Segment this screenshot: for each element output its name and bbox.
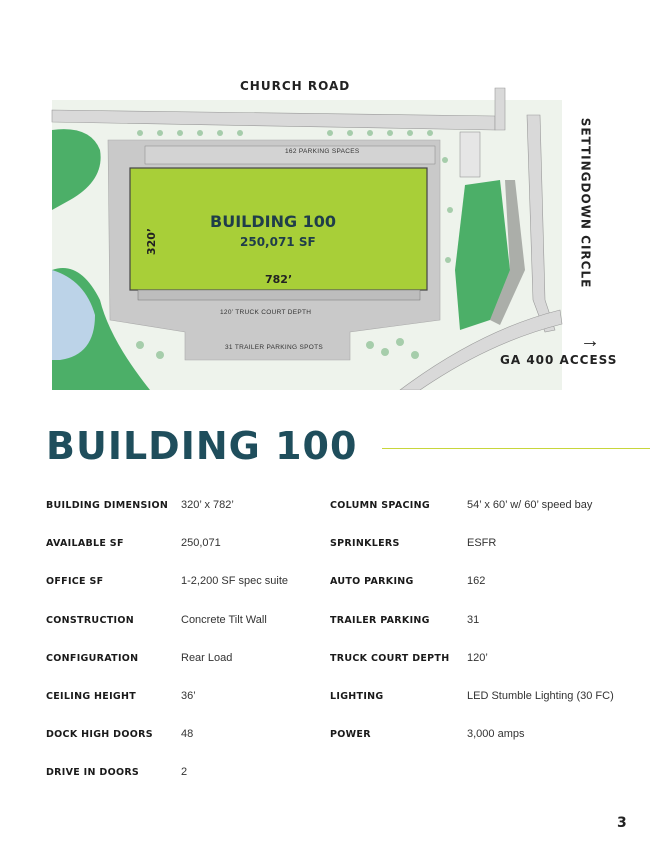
spec-value: Concrete Tilt Wall xyxy=(181,614,267,626)
spec-value: 48 xyxy=(181,728,194,740)
building-name-label: BUILDING 100 xyxy=(210,212,337,231)
spec-label: AUTO PARKING xyxy=(330,576,414,587)
arrow-right-icon: → xyxy=(580,330,600,352)
building-sf-label: 250,071 SF xyxy=(240,235,316,249)
truck-court-label: 120’ TRUCK COURT DEPTH xyxy=(220,309,312,316)
building-width-label: 782’ xyxy=(265,273,293,286)
spec-label: LIGHTING xyxy=(330,691,384,702)
spec-value: 2 xyxy=(181,766,188,778)
page-number: 3 xyxy=(617,815,627,831)
spec-label: DRIVE IN DOORS xyxy=(46,767,140,778)
spec-label: COLUMN SPACING xyxy=(330,500,430,511)
spec-value: 250,071 xyxy=(181,537,221,549)
spec-label: OFFICE SF xyxy=(46,576,104,587)
spec-label: CONSTRUCTION xyxy=(46,615,134,626)
spec-value: LED Stumble Lighting (30 FC) xyxy=(467,690,614,702)
title-rule xyxy=(382,448,650,449)
trailer-parking-label: 31 TRAILER PARKING SPOTS xyxy=(225,344,323,351)
settingdown-circle-label: SETTINGDOWN CIRCLE xyxy=(578,117,593,289)
spec-value: 320’ x 782’ xyxy=(181,499,234,511)
church-road-label: CHURCH ROAD xyxy=(240,79,351,93)
spec-value: 36’ xyxy=(181,690,196,702)
spec-label: DOCK HIGH DOORS xyxy=(46,729,153,740)
spec-label: POWER xyxy=(330,729,371,740)
spec-value: 3,000 amps xyxy=(467,728,525,740)
spec-label: CEILING HEIGHT xyxy=(46,691,137,702)
spec-label: BUILDING DIMENSION xyxy=(46,500,169,511)
spec-label: CONFIGURATION xyxy=(46,653,139,664)
spec-value: 1-2,200 SF spec suite xyxy=(181,575,289,587)
ga-400-access-label: GA 400 ACCESS xyxy=(500,353,618,367)
spec-label: TRUCK COURT DEPTH xyxy=(330,653,450,664)
dock-doors xyxy=(138,290,420,300)
spec-value: 54’ x 60’ w/ 60’ speed bay xyxy=(467,499,593,511)
spec-value: 120’ xyxy=(467,652,488,664)
spec-label: SPRINKLERS xyxy=(330,538,400,549)
spec-value: ESFR xyxy=(467,537,497,549)
spec-value: 162 xyxy=(467,575,486,587)
corner-structure xyxy=(460,132,480,177)
building-depth-label: 320’ xyxy=(145,227,159,256)
spec-value: 31 xyxy=(467,614,480,626)
spec-label: AVAILABLE SF xyxy=(46,538,124,549)
spec-value: Rear Load xyxy=(181,652,233,664)
spec-label: TRAILER PARKING xyxy=(330,615,430,626)
parking-spaces-label: 162 PARKING SPACES xyxy=(285,148,360,155)
page-title: BUILDING 100 xyxy=(46,424,358,468)
